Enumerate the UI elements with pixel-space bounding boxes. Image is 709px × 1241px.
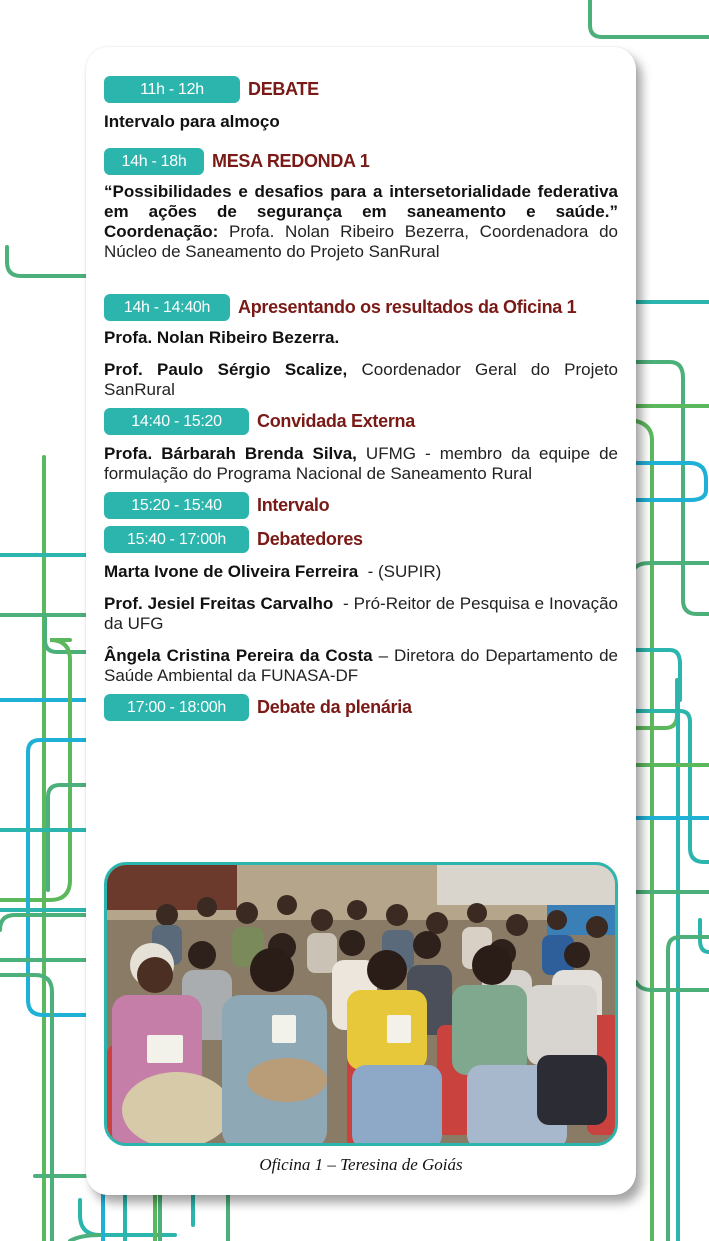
slot-detail: Marta Ivone de Oliveira Ferreira - (SUPIR): [104, 562, 442, 581]
time-badge: 15:20 - 15:40: [104, 492, 249, 519]
schedule-slot-mesa-redonda: [104, 146, 618, 176]
slot-title: Intervalo: [257, 494, 330, 515]
slot-title: MESA REDONDA 1: [212, 150, 370, 171]
slot-title: DEBATE: [248, 78, 319, 99]
slot-title: Apresentando os resultados da Oficina 1: [238, 296, 577, 317]
time-badge: 14h - 18h: [104, 148, 204, 175]
schedule-slot-intervalo: [104, 490, 618, 520]
audience-photo-illustration: [107, 865, 618, 1146]
schedule-slot-convidada: [104, 406, 618, 436]
slot-detail: Profa. Nolan Ribeiro Bezerra.: [104, 328, 340, 347]
schedule-slot-debate: [104, 74, 618, 104]
time-badge: 14h - 14:40h: [104, 294, 230, 321]
program-card: [86, 47, 636, 1195]
schedule-slot-resultados: [104, 292, 618, 322]
time-badge: 14:40 - 15:20: [104, 408, 249, 435]
slot-detail: “Possibilidades e desafios para a intersetorialidade federativa em ações de segurança em saneamento e saúde.” Coordenação: Profa. Nolan Ribeiro Bezerra, Coordenadora do Núcleo de Saneamento do Projeto SanRural: [104, 182, 618, 261]
slot-detail: Prof. Jesiel Freitas Carvalho - Pró-Reitor de Pesquisa e Inovação da UFG: [104, 594, 623, 633]
workshop-photo: [104, 862, 618, 1146]
slot-detail: Intervalo para almoço: [104, 112, 280, 131]
slot-title: Debatedores: [257, 528, 363, 549]
slot-title: Convidada Externa: [257, 410, 415, 431]
schedule-slot-plenaria: [104, 692, 618, 722]
slot-detail: Prof. Paulo Sérgio Scalize, Coordenador Geral do Projeto SanRural: [104, 360, 618, 399]
time-badge: 17:00 - 18:00h: [104, 694, 249, 721]
slot-detail: Ângela Cristina Pereira da Costa – Diretora do Departamento de Saúde Ambiental da FUNASA-DF: [104, 646, 618, 685]
time-badge: 15:40 - 17:00h: [104, 526, 249, 553]
photo-caption: Oficina 1 – Teresina de Goiás: [259, 1155, 463, 1174]
slot-detail: Profa. Bárbarah Brenda Silva, UFMG - membro da equipe de formulação do Programa Nacional de Saneamento Rural: [104, 444, 619, 483]
schedule-list: [104, 74, 623, 722]
schedule-slot-debatedores: [104, 524, 618, 554]
slot-title: Debate da plenária: [257, 696, 412, 717]
time-badge: 11h - 12h: [104, 76, 240, 103]
